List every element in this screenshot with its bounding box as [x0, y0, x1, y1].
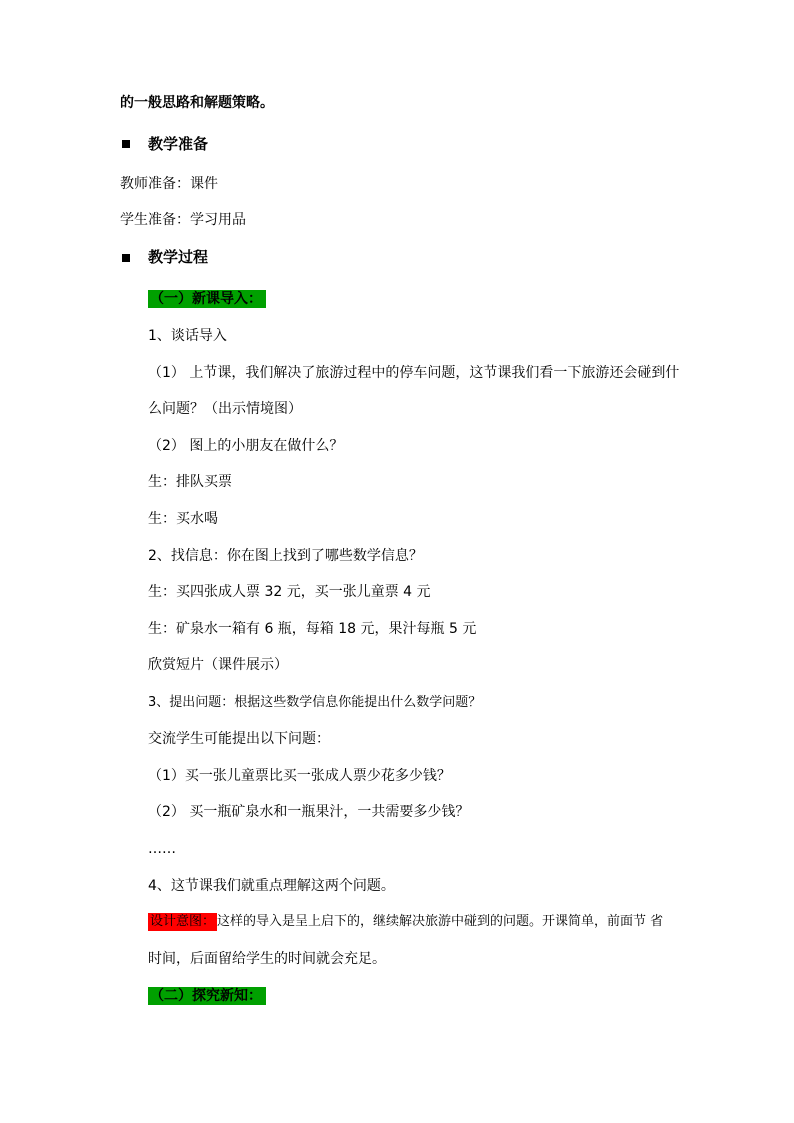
subsection-label-explore: （二）探究新知：: [148, 987, 266, 1005]
text-line: 2、找信息：你在图上找到了哪些数学信息？: [148, 548, 423, 564]
text-line: 的一般思路和解题策略。: [120, 95, 274, 111]
text-line: 生：买水喝: [148, 511, 218, 527]
text-line: 时间，后面留给学生的时间就会充足。: [148, 951, 386, 967]
bullet-square-icon: [122, 140, 130, 148]
text-line: （2） 买一瓶矿泉水和一瓶果汁，一共需要多少钱？: [148, 804, 470, 820]
text-line: 生：矿泉水一箱有 6 瓶，每箱 18 元，果汁每瓶 5 元: [148, 621, 477, 637]
text-line: 生：排队买票: [148, 474, 232, 490]
text-line: 1、谈话导入: [148, 328, 227, 344]
text-line: 教师准备：课件: [120, 176, 218, 192]
text-line: 么问题？（出示情境图）: [148, 401, 302, 417]
text-line: （2） 图上的小朋友在做什么？: [148, 438, 344, 454]
text-line: 学生准备：学习用品: [120, 212, 246, 228]
bullet-square-icon: [122, 254, 130, 262]
text-line: 生：买四张成人票 32 元，买一张儿童票 4 元: [148, 584, 431, 600]
text-line: 交流学生可能提出以下问题：: [148, 731, 330, 747]
text-line: 欣赏短片（课件展示）: [148, 657, 288, 673]
text-line: 3、提出问题：根据这些数学信息你能提出什么数学问题？: [148, 695, 482, 710]
text-line: 4、这节课我们就重点理解这两个问题。: [148, 878, 395, 894]
text-line: （1） 上节课，我们解决了旅游过程中的停车问题，这节课我们看一下旅游还会碰到什: [148, 365, 680, 381]
text-line: （1）买一张儿童票比买一张成人票少花多少钱？: [148, 768, 451, 784]
text-line: 这样的导入是呈上启下的，继续解决旅游中碰到的问题。开课简单，前面节 省: [217, 914, 664, 929]
design-intent-label: 设计意图：: [150, 914, 216, 929]
section-heading-preparation: 教学准备: [148, 135, 209, 153]
section-heading-process: 教学过程: [148, 248, 209, 266]
subsection-label-intro: （一）新课导入：: [148, 290, 266, 308]
text-line: ……: [148, 841, 176, 857]
